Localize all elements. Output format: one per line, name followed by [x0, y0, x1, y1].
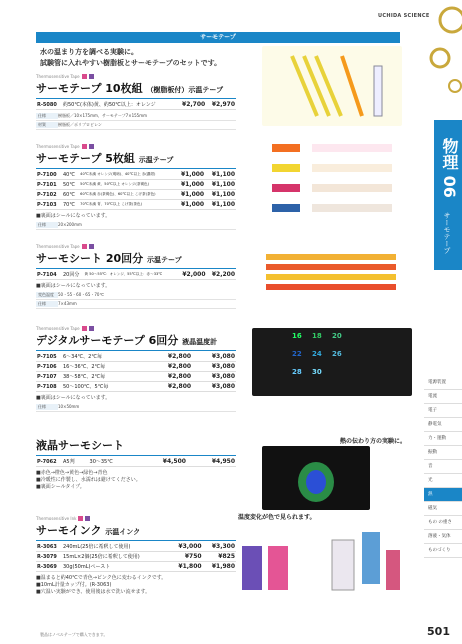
product-thermosheet: Thermosensitive Tape サーモシート 20回分 示温テープ P-7104 20回分 黄 50〜55℃：オレンジ、55℃以上：赤〜33℃ ¥2,000 ¥2,200 ■裏面はシールになっています。 変色温度 50・55・60・65・70℃ 仕様 7×43mm [36, 244, 236, 309]
nav-item[interactable]: 電子 [424, 404, 462, 418]
table-row: P-7100 40℃ 40℃未満 オレンジ(明暗)、40℃以上 赤(濃紺) ¥1,000 ¥1,100 [37, 171, 235, 178]
table-row: P-7108 50〜100℃、5℃毎 ¥2,800 ¥3,080 [37, 383, 235, 390]
table-row: P-7101 50℃ 50℃未満 黄、50℃以上 オレンジ(茶褐色) ¥1,000 ¥1,100 [37, 181, 235, 188]
nav-item[interactable]: 電源装置 [424, 376, 462, 390]
product-lcd-thermosheet: 液晶サーモシート P-7062 A5判 30〜35℃ ¥4,500 ¥4,950 ■赤色→橙色→黄色→緑色→青色 ■冷暖性に作製し、水濡れは避けてください。 ■裏面シールタイプ。 [36, 439, 235, 490]
svg-text:20: 20 [332, 332, 342, 340]
product-thermotape-10: Thermosensitive Tape サーモテープ 10枚組 （樹脂板付）示温テープ R-5080 約50℃(本体)黄、約50℃以上：オレンジ ¥2,700 ¥2,970 仕様 樹脂板／10×175mm、サーモテープ7×155mm 材質 樹脂板／ポリプロピレン [36, 74, 236, 130]
table-row: P-7062 A5判 30〜35℃ ¥4,500 ¥4,950 [37, 458, 235, 465]
nav-item[interactable]: もの の重さ [424, 516, 462, 530]
thermotape-strips-image [262, 46, 402, 126]
product-thermoink: Thermosensitive Ink サーモインク 示温インク R-3063 240mL(25倍に希釈して使用) ¥3,000 ¥3,300 R-3079 15mL×2個(25倍に希釈して使用) ¥750 ¥825 R-3069 30g(50mL)ペースト ¥1,800 ¥1,980 ■温まると約40℃で青色→ピンク色に変わるインクです。 ■10mL計量カップ付。(R-3063) ■穴温い実験ができ、使用後は水で洗い流せます。 [36, 516, 235, 595]
side-label: サーモテープ [443, 212, 451, 254]
svg-text:28: 28 [292, 368, 302, 376]
table-row: P-7106 16〜36℃、2℃毎 ¥2,800 ¥3,080 [37, 363, 235, 370]
svg-text:22: 22 [292, 350, 302, 358]
table-row: P-7107 38〜58℃、2℃毎 ¥2,800 ¥3,080 [37, 373, 235, 380]
table-row: R-5080 約50℃(本体)黄、約50℃以上：オレンジ ¥2,700 ¥2,970 [37, 101, 235, 108]
svg-text:26: 26 [332, 350, 342, 358]
nav-item[interactable]: 振動 [424, 446, 462, 460]
category-side-tab [434, 120, 462, 270]
table-row: P-7102 60℃ 60℃未満 赤(茶褐色)、60℃以上 こげ茶(茶色) ¥1,000 ¥1,100 [37, 191, 235, 198]
callout-heat-transfer: 熱の伝わり方の実験に。 [340, 438, 407, 445]
table-row: P-7103 70℃ 70℃未満 青、70℃以上 こげ茶(茶色) ¥1,000 ¥1,100 [37, 201, 235, 208]
brand: UCHIDA SCIENCE [378, 13, 430, 19]
table-row: R-3069 30g(50mL)ペースト ¥1,800 ¥1,980 [37, 563, 235, 570]
page-number: 501 [427, 625, 450, 638]
color-change-chart-image [262, 138, 402, 234]
product-digital-thermotape: Thermosensitive Tape デジタルサーモテープ 6回分 液晶温度計 P-7105 6〜34℃、2℃毎 ¥2,800 ¥3,080 P-7106 16〜36℃、2℃毎 ¥2,800 ¥3,080 P-7107 38〜58℃、2℃毎 ¥2,800 ¥3,080 P-7108 50〜100℃、5℃毎 ¥2,800 ¥3,080 ■裏面はシールになっています。 仕様 10×50mm [36, 326, 236, 412]
side-number: 物理 06 [440, 138, 459, 198]
callout-color-change: 温度変化が色で見られます。 [238, 514, 316, 521]
table-row: P-7104 20回分 黄 50〜55℃：オレンジ、55℃以上：赤〜33℃ ¥2,000 ¥2,200 [37, 271, 235, 278]
lcd-hand-image [262, 446, 370, 510]
thermosheet-strips-image [262, 244, 410, 304]
product-thermotape-5: Thermosensitive Tape サーモテープ 5枚組 示温テープ P-7100 40℃ 40℃未満 オレンジ(明暗)、40℃以上 赤(濃紺) ¥1,000 ¥1,100 P-7101 50℃ 50℃未満 黄、50℃以上 オレンジ(茶褐色) ¥1,000 ¥1,100 P-7102 60℃ 60℃未満 赤(茶褐色)、60℃以上 こげ茶(茶色) ¥1,000 ¥1,100 P-7103 70℃ 70℃未満 青、70℃以上 こげ茶(茶色) ¥1,000 ¥1,100 ■裏面はシールになっています。 仕様 20×200mm [36, 144, 236, 230]
nav-item[interactable]: 磁気 [424, 502, 462, 516]
svg-text:30: 30 [312, 368, 322, 376]
table-row: P-7105 6〜34℃、2℃毎 ¥2,800 ¥3,080 [37, 353, 235, 360]
svg-text:24: 24 [312, 350, 322, 358]
svg-text:18: 18 [312, 332, 322, 340]
svg-text:16: 16 [292, 332, 302, 340]
nav-item-active[interactable]: 熱 [424, 488, 462, 502]
category-nav [424, 376, 462, 558]
nav-item[interactable]: 電流 [424, 390, 462, 404]
table-row: R-3063 240mL(25倍に希釈して使用) ¥3,000 ¥3,300 [37, 543, 235, 550]
nav-item[interactable]: 溶液・気体 [424, 530, 462, 544]
table-row: R-3079 15mL×2個(25倍に希釈して使用) ¥750 ¥825 [37, 553, 235, 560]
gear-decoration-icon [422, 0, 462, 100]
page-banner: サーモテープ [36, 32, 400, 43]
intro-text: 水の温まり方を調べる実験に。 試験管に入れやすい樹脂板とサーモテープのセットです。 [40, 48, 222, 67]
nav-item[interactable]: 力・運動 [424, 432, 462, 446]
nav-item[interactable]: 音 [424, 460, 462, 474]
nav-item[interactable]: 光 [424, 474, 462, 488]
footer-note: 製品はノベルテープで購入できます。 [40, 632, 108, 637]
digital-thermotape-image [252, 328, 412, 396]
nav-item[interactable]: ものづくり [424, 544, 462, 558]
nav-item[interactable]: 静電気 [424, 418, 462, 432]
thermoink-image [236, 524, 406, 604]
